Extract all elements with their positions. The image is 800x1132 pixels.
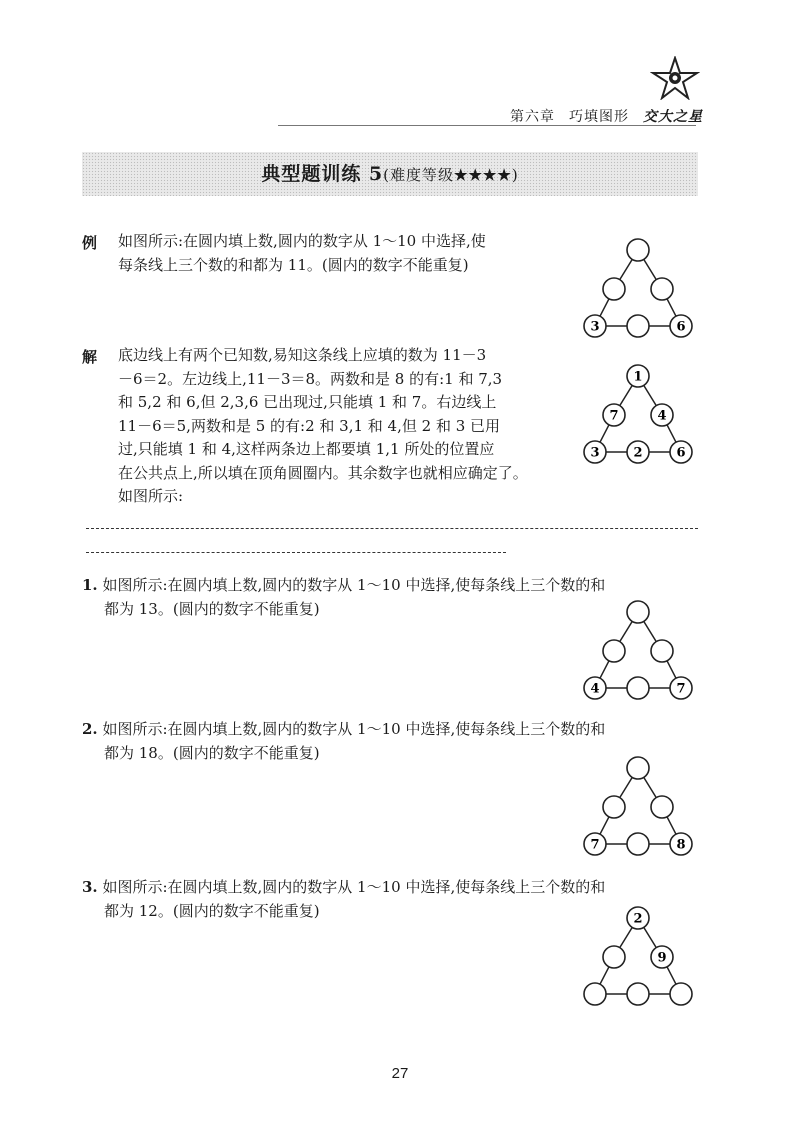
question-number: 2. [82,720,98,738]
circle-left-mid [603,946,625,968]
section-label: 巧填图形 [569,109,629,125]
circle-left-mid [603,640,625,662]
brand-label: 交大之星 [643,109,703,125]
triangle-edge [644,259,656,279]
triangle-edge [644,621,656,641]
circle-number: 6 [676,319,686,335]
circle-number: 3 [590,319,600,335]
triangle-diagram [583,600,693,704]
triangle-edge [620,621,632,641]
solution-line: 如图所示: [118,487,184,505]
triangle-edge [600,661,609,678]
header-rule [278,125,696,126]
question-line: 都为 18。(圆内的数字不能重复) [104,743,320,762]
triangle-diagram [583,906,693,1010]
triangle-edge [667,425,676,442]
question-line: 如图所示:在圆内填上数,圆内的数字从 1～10 中选择,使每条线上三个数的和 [102,576,606,594]
question-3-text [82,876,605,923]
circle-bottom-right [670,983,692,1005]
triangle-edge [667,967,676,984]
triangle-edge [644,385,656,405]
triangle-edge [667,299,676,316]
circle-right-mid [651,640,673,662]
circle-bottom-mid [627,315,649,337]
circle-number: 4 [590,681,600,697]
dashed-separator [86,528,698,529]
triangle-edge [600,299,609,316]
banner-close: ) [511,166,519,184]
circle-number: 6 [676,445,686,461]
circle-top [627,757,649,779]
solution-line: 过,只能填 1 和 4,这样两条边上都要填 1,1 所处的位置应 [118,440,495,458]
question-line: 如图所示:在圆内填上数,圆内的数字从 1～10 中选择,使每条线上三个数的和 [102,720,606,738]
solution-line: 在公共点上,所以填在顶角圆圈内。其余数字也就相应确定了。 [118,463,528,482]
circle-number: 8 [676,837,686,853]
solution-text [118,344,528,509]
circle-number: 4 [657,408,667,424]
banner-title [82,152,698,196]
circle-bottom-mid [627,983,649,1005]
circle-top [627,239,649,261]
circle-left-mid [603,278,625,300]
solution-line: 11－6＝5,两数和是 5 的有:2 和 3,1 和 4,但 2 和 3 已用 [118,416,501,435]
circle-left-mid [603,796,625,818]
triangle-edge [667,817,676,834]
difficulty-stars: ★★★★ [454,166,512,184]
triangle-edge [620,777,632,797]
banner-difficulty-label: (难度等级 [383,166,455,184]
circle-bottom-mid [627,677,649,699]
page-number: 27 [391,1065,409,1082]
triangle-edge [620,927,632,947]
example-line: 每条线上三个数的和都为 11。(圆内的数字不能重复) [118,255,469,274]
circle-number: 7 [676,681,686,697]
triangle-edge [600,425,609,442]
example-label: 例 [82,234,98,252]
star-logo-icon [650,56,700,100]
circle-bottom-mid [627,833,649,855]
running-header [510,106,717,126]
circle-right-mid [651,796,673,818]
triangle-diagram [583,364,693,468]
triangle-edge [600,967,609,984]
question-line: 都为 12。(圆内的数字不能重复) [104,901,320,920]
example-text [118,230,486,277]
circle-number: 2 [633,911,643,927]
circle-bottom-left [584,983,606,1005]
triangle-edge [620,259,632,279]
solution-line: 和 5,2 和 6,但 2,3,6 已出现过,只能填 1 和 7。右边线上 [118,393,497,411]
triangle-edge [600,817,609,834]
circle-number: 1 [633,369,643,385]
circle-number: 2 [633,445,643,461]
circle-number: 7 [590,837,600,853]
solution-line: 底边线上有两个已知数,易知这条线上应填的数为 11－3 [118,346,487,364]
question-number: 3. [82,878,98,896]
question-line: 如图所示:在圆内填上数,圆内的数字从 1～10 中选择,使每条线上三个数的和 [102,878,606,896]
solution-label: 解 [82,348,98,366]
section-banner [82,152,698,196]
question-1-text [82,574,605,621]
banner-title-main: 典型题训练 5 [261,163,384,185]
triangle-edge [620,385,632,405]
example-line: 如图所示:在圆内填上数,圆内的数字从 1～10 中选择,使 [118,232,486,250]
circle-top [627,601,649,623]
question-number: 1. [82,576,98,594]
circle-number: 7 [609,408,619,424]
triangle-edge [644,927,656,947]
circle-right-mid [651,278,673,300]
triangle-diagram [583,238,693,342]
dashed-separator [86,552,506,553]
triangle-edge [644,777,656,797]
triangle-diagram [583,756,693,860]
solution-line: －6＝2。左边线上,11－3＝8。两数和是 8 的有:1 和 7,3 [118,369,503,388]
triangle-edge [667,661,676,678]
chapter-label: 第六章 [510,109,555,125]
circle-number: 3 [590,445,600,461]
circle-number: 9 [657,950,667,966]
question-line: 都为 13。(圆内的数字不能重复) [104,599,320,618]
question-2-text [82,718,605,765]
